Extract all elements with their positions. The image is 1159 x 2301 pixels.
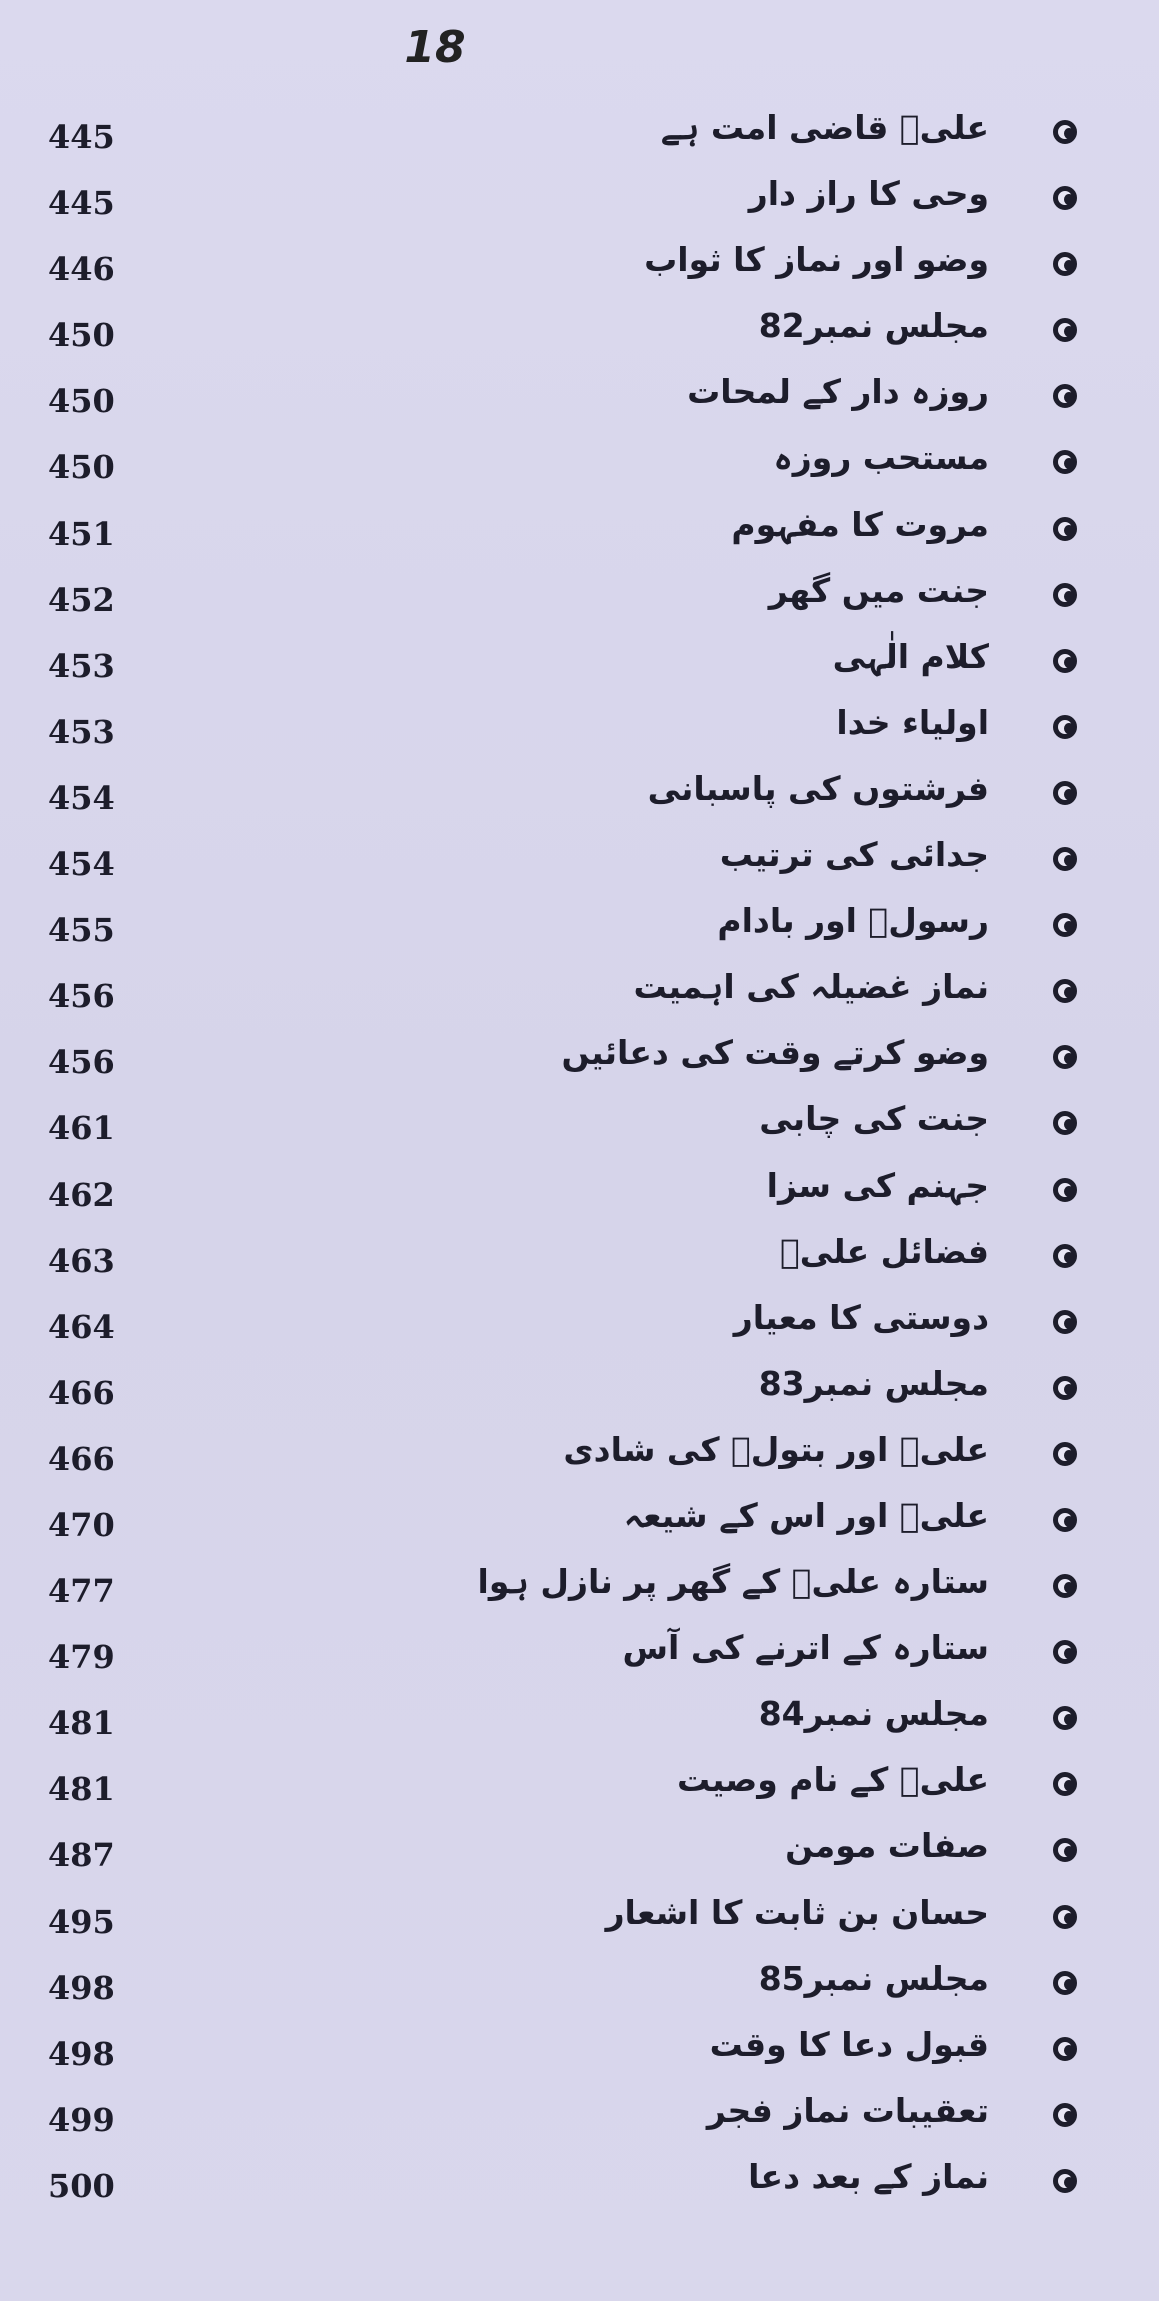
toc-entry <box>0 895 1159 961</box>
toc-entry <box>0 1754 1159 1820</box>
bullet-circle-icon <box>1053 1376 1077 1400</box>
entry-page-number: 464 <box>48 1307 115 1346</box>
toc-entry <box>0 2019 1159 2085</box>
bullet-circle-icon <box>1053 781 1077 805</box>
toc-entry <box>0 697 1159 763</box>
entry-title: رسولؐ اور بادام <box>717 901 989 941</box>
table-of-contents <box>0 102 1159 2217</box>
entry-title: روزہ دار کے لمحات <box>687 372 989 412</box>
entry-title: علیؑ قاضی امت ہے <box>660 108 989 147</box>
entry-page-number: 453 <box>48 712 115 751</box>
bullet-circle-icon <box>1053 1310 1077 1334</box>
toc-entry <box>0 1160 1159 1226</box>
toc-entry <box>0 1953 1159 2019</box>
toc-entry <box>0 1887 1159 1953</box>
entry-title: مروت کا مفہوم <box>731 504 989 544</box>
entry-title: مستحب روزہ <box>773 438 989 478</box>
toc-entry <box>0 829 1159 895</box>
entry-page-number: 477 <box>48 1572 115 1611</box>
bullet-circle-icon <box>1053 715 1077 739</box>
toc-entry <box>0 1556 1159 1622</box>
bullet-circle-icon <box>1053 1905 1077 1929</box>
entry-title: دوستی کا معیار <box>733 1297 989 1337</box>
entry-title: تعقیبات نماز فجر <box>706 2090 989 2130</box>
toc-entry <box>0 168 1159 234</box>
bullet-circle-icon <box>1053 1838 1077 1862</box>
entry-title: وضو کرتے وقت کی دعائیں <box>561 1033 989 1073</box>
bullet-circle-icon <box>1053 1706 1077 1730</box>
page-number: 18 <box>404 22 466 73</box>
entry-page-number: 466 <box>48 1373 115 1412</box>
bullet-circle-icon <box>1053 2169 1077 2193</box>
entry-title: نماز غضیلہ کی اہمیت <box>633 967 989 1007</box>
entry-title: ستارہ کے اترنے کی آس <box>622 1628 989 1668</box>
entry-page-number: 450 <box>48 448 115 487</box>
toc-entry <box>0 300 1159 366</box>
entry-title: حسان بن ثابت کا اشعار <box>605 1892 989 1932</box>
toc-entry <box>0 1226 1159 1292</box>
entry-page-number: 451 <box>48 514 115 553</box>
entry-page-number: 454 <box>48 778 115 817</box>
bullet-circle-icon <box>1053 913 1077 937</box>
toc-entry <box>0 1622 1159 1688</box>
bullet-circle-icon <box>1053 384 1077 408</box>
toc-entry <box>0 2151 1159 2217</box>
entry-title: قبول دعا کا وقت <box>709 2024 989 2064</box>
bullet-circle-icon <box>1053 1111 1077 1135</box>
toc-entry <box>0 565 1159 631</box>
entry-page-number: 499 <box>48 2100 115 2139</box>
bullet-circle-icon <box>1053 450 1077 474</box>
entry-title: فضائل علیؑ <box>779 1231 989 1271</box>
toc-entry <box>0 1093 1159 1159</box>
entry-title: جنت میں گھر <box>768 570 989 610</box>
toc-entry <box>0 1490 1159 1556</box>
entry-page-number: 487 <box>48 1836 115 1875</box>
entry-page-number: 456 <box>48 977 115 1016</box>
entry-page-number: 481 <box>48 1704 115 1743</box>
bullet-circle-icon <box>1053 649 1077 673</box>
bullet-circle-icon <box>1053 186 1077 210</box>
bullet-circle-icon <box>1053 120 1077 144</box>
toc-entry <box>0 432 1159 498</box>
toc-entry <box>0 961 1159 1027</box>
entry-page-number: 446 <box>48 250 115 289</box>
entry-title: علیؑ اور بتولؑ کی شادی <box>563 1429 989 1469</box>
entry-title: کلام الٰہی <box>832 636 989 676</box>
entry-page-number: 456 <box>48 1043 115 1082</box>
entry-page-number: 452 <box>48 580 115 619</box>
bullet-circle-icon <box>1053 517 1077 541</box>
toc-entry <box>0 763 1159 829</box>
bullet-circle-icon <box>1053 1442 1077 1466</box>
bullet-circle-icon <box>1053 1244 1077 1268</box>
bullet-circle-icon <box>1053 252 1077 276</box>
entry-title: نماز کے بعد دعا <box>748 2156 989 2196</box>
entry-page-number: 454 <box>48 845 115 884</box>
entry-page-number: 445 <box>48 118 115 156</box>
bullet-circle-icon <box>1053 2037 1077 2061</box>
toc-entry <box>0 1358 1159 1424</box>
toc-entry <box>0 1688 1159 1754</box>
toc-entry <box>0 1027 1159 1093</box>
bullet-circle-icon <box>1053 1772 1077 1796</box>
bullet-circle-icon <box>1053 1971 1077 1995</box>
bullet-circle-icon <box>1053 2103 1077 2127</box>
entry-page-number: 450 <box>48 316 115 355</box>
bullet-circle-icon <box>1053 1508 1077 1532</box>
bullet-circle-icon <box>1053 583 1077 607</box>
entry-title: اولیاء خدا <box>836 702 989 742</box>
entry-title: مجلس نمبر82 <box>758 306 989 346</box>
bullet-circle-icon <box>1053 1045 1077 1069</box>
bullet-circle-icon <box>1053 1178 1077 1202</box>
entry-title: جہنم کی سزا <box>766 1165 989 1205</box>
entry-title: ستارہ علیؑ کے گھر پر نازل ہوا <box>477 1562 989 1602</box>
entry-page-number: 453 <box>48 646 115 685</box>
entry-page-number: 462 <box>48 1175 115 1214</box>
toc-entry <box>0 234 1159 300</box>
entry-title: وحی کا راز دار <box>748 174 989 214</box>
entry-page-number: 461 <box>48 1109 115 1148</box>
toc-entry <box>0 631 1159 697</box>
entry-page-number: 481 <box>48 1770 115 1809</box>
toc-entry <box>0 499 1159 565</box>
toc-entry <box>0 366 1159 432</box>
entry-title: علیؑ اور اس کے شیعہ <box>623 1495 989 1535</box>
entry-page-number: 466 <box>48 1439 115 1478</box>
toc-entry <box>0 1424 1159 1490</box>
entry-page-number: 495 <box>48 1902 115 1941</box>
entry-page-number: 463 <box>48 1241 115 1280</box>
entry-page-number: 450 <box>48 382 115 421</box>
bullet-circle-icon <box>1053 1574 1077 1598</box>
entry-page-number: 479 <box>48 1638 115 1677</box>
entry-page-number: 500 <box>48 2166 115 2205</box>
entry-page-number: 498 <box>48 1968 115 2007</box>
entry-title: مجلس نمبر83 <box>758 1363 989 1403</box>
entry-title: فرشتوں کی پاسبانی <box>647 768 989 808</box>
entry-page-number: 498 <box>48 2034 115 2073</box>
entry-title: جدائی کی ترتیب <box>719 835 989 875</box>
toc-entry <box>0 1292 1159 1358</box>
toc-entry <box>0 2085 1159 2151</box>
bullet-circle-icon <box>1053 847 1077 871</box>
entry-title: مجلس نمبر85 <box>758 1958 989 1998</box>
toc-entry <box>0 1820 1159 1886</box>
entry-title: علیؑ کے نام وصیت <box>677 1760 989 1800</box>
bullet-circle-icon <box>1053 1640 1077 1664</box>
entry-title: جنت کی چابی <box>759 1099 989 1139</box>
toc-entry <box>0 102 1159 168</box>
bullet-circle-icon <box>1053 979 1077 1003</box>
entry-title: مجلس نمبر84 <box>758 1694 989 1734</box>
entry-title: صفات مومن <box>785 1826 989 1866</box>
entry-page-number: 455 <box>48 911 115 950</box>
entry-title: وضو اور نماز کا ثواب <box>644 240 989 280</box>
bullet-circle-icon <box>1053 318 1077 342</box>
entry-page-number: 445 <box>48 184 115 223</box>
entry-page-number: 470 <box>48 1505 115 1544</box>
